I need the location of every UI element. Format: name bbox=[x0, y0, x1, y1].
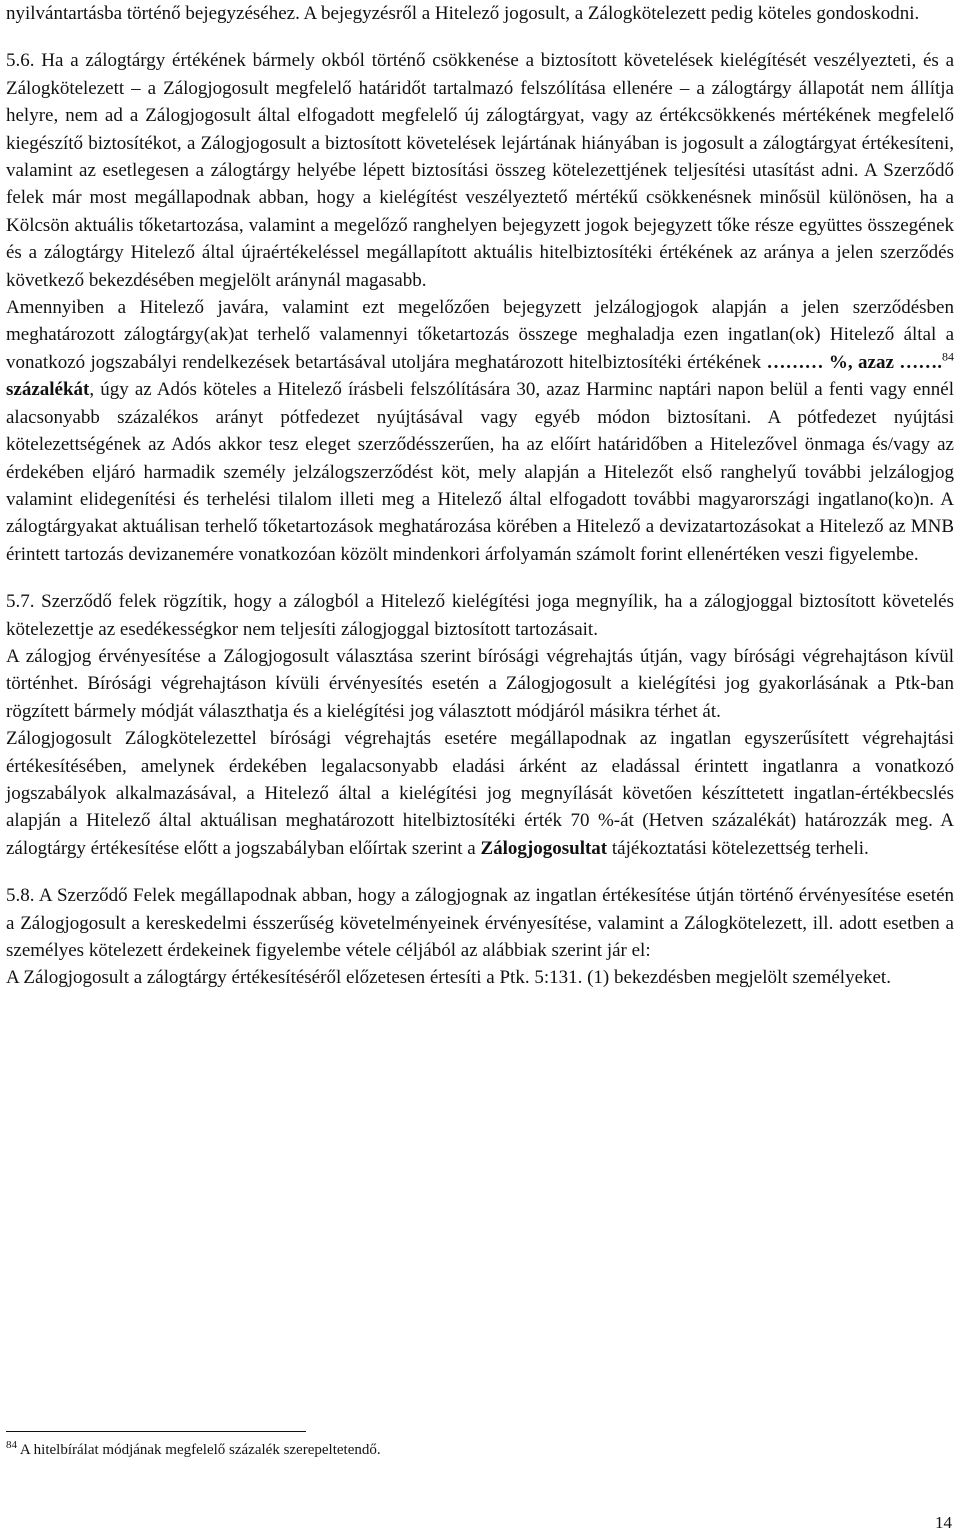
paragraph-5-7-c-text-pre: Zálogjogosult Zálogkötelezettel bírósági végrehajtás esetére megállapodnak az ingatlan egyszerűsített végrehajtási értékesítésében, amelynek érdekében legalacsonyabb eladási árként az eladással érintett ingatlanra a vonatkozó jogszabályok alkalmazásával, a Hitelező által a kielégítési jog megnyílását követően készíttetett ingatlan-értékbecslés alapján a Hitelező által aktuálisan meghatározott hitelbiztosítéki érték 70 %-át (Hetven százalékát) határozzák meg. A zálogtárgy értékesítése előtt a jogszabályban előírtak szerint a bbox=[6, 728, 954, 859]
paragraph-5-7-c bbox=[6, 725, 954, 862]
paragraph-intro: nyilvántartásba történő bejegyzéséhez. A bejegyzésről a Hitelező jogosult, a Zálogkötelezett pedig köteles gondoskodni. bbox=[6, 3, 920, 24]
paragraph-5-6-b-text-pre: Amennyiben a Hitelező javára, valamint ezt megelőzően bejegyzett jelzálogjogok alapján a jelen szerződésben meghatározott zálogtárgy(ak)at terhelő valamennyi tőketartozás összege meghaladja ezen ingatlan(ok) Hitelező által a vonatkozó jogszabályi rendelkezések betartásával utoljára meghatározott hitelbiztosítéki értékének bbox=[6, 297, 954, 373]
paragraph-5-8-b: A Zálogjogosult a zálogtárgy értékesítéséről előzetesen értesíti a Ptk. 5:131. (1) bekezdésben megjelölt személyeket. bbox=[6, 967, 891, 989]
paragraph-gap bbox=[6, 568, 954, 588]
footnote-number: 84 bbox=[6, 1439, 17, 1451]
footnote bbox=[6, 1440, 946, 1460]
paragraph-5-6-a: 5.6. Ha a zálogtárgy értékének bármely okból történő csökkenése a biztosított követelések kielégítését veszélyezteti, és a Zálogkötelezett – a Zálogjogosult megfelelő határidőt tartalmazó felszólítása ellenére – a zálogtárgy állapotát nem állítja helyre, nem ad a Zálogjogosult által elfogadott megfelelő új zálogtárgyat, vagy az értékcsökkenés mértékének megfelelő kiegészítő biztosítékot, a Zálogjogosult a biztosított követelések lejártának hiányában is jogosult a zálogtárgyat értékesíteni, valamint az esetlegesen a zálogtárgy helyébe lépett biztosítási összeg kötelezettjének teljesítési utasítást adni. A Szerződő felek már most megállapodnak abban, hogy a kielégítést veszélyeztető mértékű csökkenésnek minősül különösen, ha a Kölcsön aktuális tőketartozása, valamint a megelőző ranghelyen bejegyzett jogok bejegyzett tőke része együttes összegének és a zálogtárgy Hitelező által újraértékeléssel megállapított aktuális hitelbiztosítéki értékének az aránya a jelen szerződés következő bekezdésében megjelölt aránynál magasabb. bbox=[6, 50, 954, 291]
bold-term-zalogjogosultat: Zálogjogosultat bbox=[480, 837, 608, 859]
page-number: 14 bbox=[935, 1513, 952, 1532]
paragraph-5-6-b-text-post: , úgy az Adós köteles a Hitelező írásbeli felszólítására 30, azaz Harminc naptári napon belül a fenti vagy ennél alacsonyabb százalékos arányt pótfedezet nyújtásával vagy egyéb módon biztosítani. A pótfedezet nyújtási kötelezettségének az Adós akkor tesz eleget szerződésszerűen, ha az előírt határidőben a Hitelezővel önmaga és/vagy az érdekében eljáró harmadik személy jelzálogszerződést köt, mely alapján a Hitelezőt első ranghelyű további jelzálogjog valamint elidegenítési és terhelési tilalom illeti meg a Hitelező által elfogadott további magyarországi ingatlano(ko)n. A zálogtárgyakat aktuálisan terhelő tőketartozások meghatározása körében a Hitelező a devizatartozásokat a Hitelező az MNB érintett tartozás devizanemére vonatkozóan közölt mindenkori árfolyamán számolt forint ellenértéken veszi figyelembe. bbox=[6, 379, 954, 565]
paragraph-5-8-a: 5.8. A Szerződő Felek megállapodnak abban, hogy a zálogjognak az ingatlan értékesítése útján történő érvényesítése esetén a Zálogjogosult a kereskedelmi ésszerűség követelményeinek érvényesítése, valamint a Zálogkötelezett, ill. adott esetben a személyes kötelezett érdekeinek figyelembe vétele céljából az alábbiak szerint jár el: bbox=[6, 885, 954, 961]
footnote-text: A hitelbírálat módjának megfelelő százalék szerepeltetendő. bbox=[17, 1442, 381, 1458]
paragraph-5-7-a: 5.7. Szerződő felek rögzítik, hogy a zálogból a Hitelező kielégítési joga megnyílik, ha a zálogjoggal biztosított követelés kötelezettje az esedékességkor nem teljesíti zálogjoggal biztosított tartozásait. bbox=[6, 591, 954, 640]
paragraph-5-7-c-text-post: tájékoztatási kötelezettség terheli. bbox=[607, 837, 869, 859]
paragraph-gap bbox=[6, 862, 954, 882]
paragraph-5-6-b bbox=[6, 294, 954, 568]
paragraph-gap bbox=[6, 27, 954, 47]
document-page bbox=[6, 0, 954, 992]
percentage-placeholder: ……… %, azaz ……. bbox=[766, 351, 942, 373]
footnote-reference: 84 bbox=[942, 349, 954, 364]
footnote-divider bbox=[6, 1431, 306, 1432]
paragraph-5-7-b: A zálogjog érvényesítése a Zálogjogosult választása szerint bírósági végrehajtás útján, vagy bírósági végrehajtáson kívül történhet. Bírósági végrehajtáson kívüli érvényesítés esetén a Zálogjogosult a kielégítési jog gyakorlásának a Ptk-ban rögzített bármely módját választhatja és a kielégítési jog választott módjáról másikra térhet át. bbox=[6, 645, 954, 722]
percentage-label: százalékát bbox=[6, 379, 90, 401]
